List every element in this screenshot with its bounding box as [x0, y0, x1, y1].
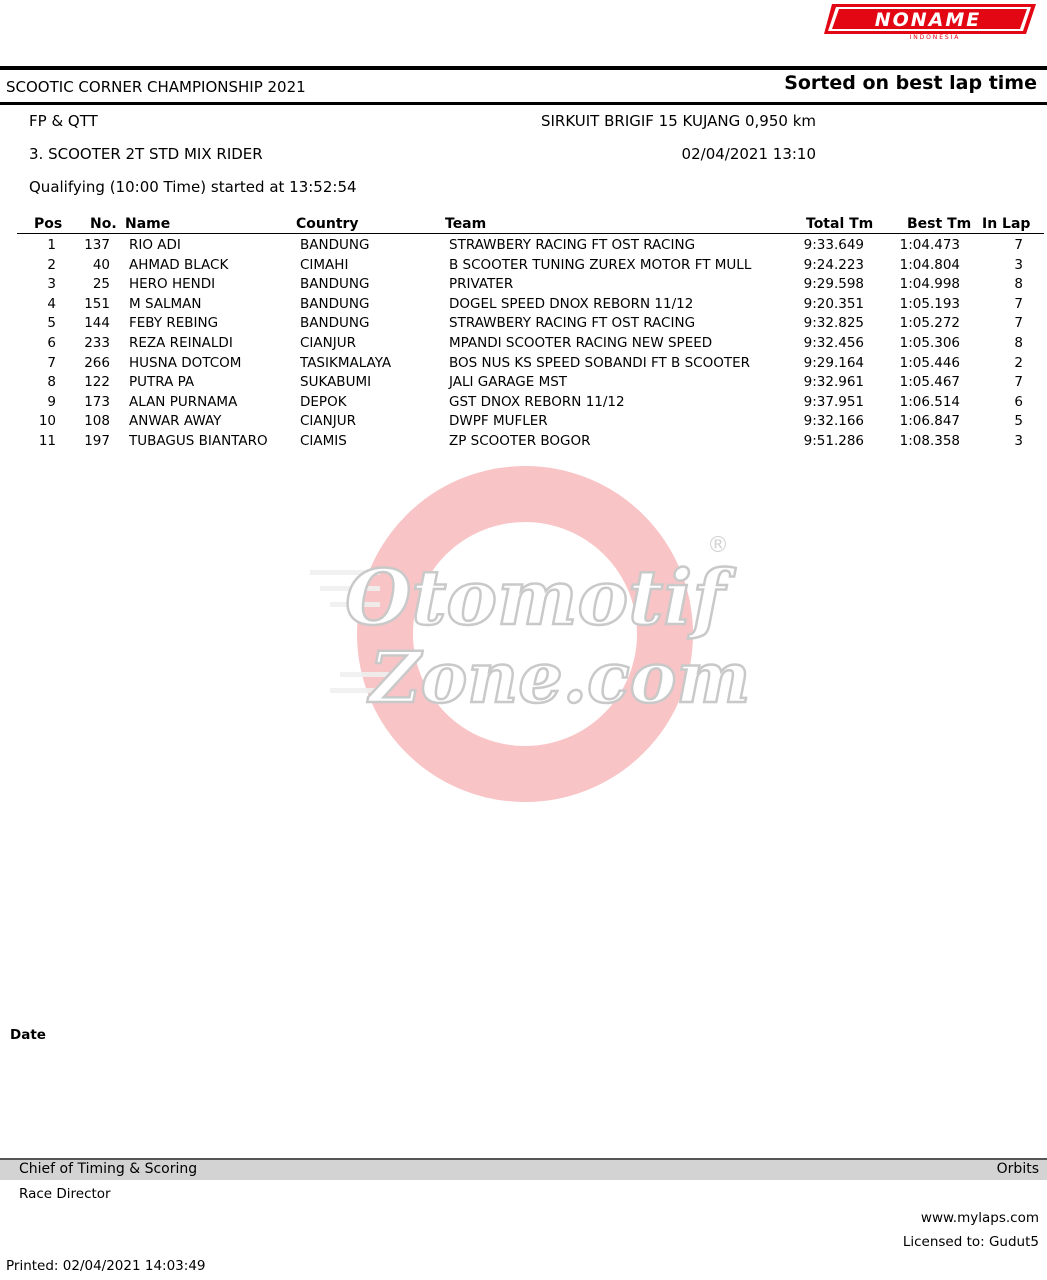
cell-pos: 3	[47, 276, 56, 293]
cell-best: 1:04.804	[899, 256, 960, 273]
table-row	[0, 276, 1047, 296]
cell-country: CIANJUR	[300, 335, 356, 351]
cell-team: BOS NUS KS SPEED SOBANDI FT B SCOOTER	[449, 354, 751, 371]
orbits-label: Orbits	[996, 1161, 1039, 1177]
logo-text: NONAME	[874, 9, 982, 31]
col-header-lap: In Lap	[982, 216, 1031, 232]
table-row	[0, 257, 1047, 277]
cell-team: STRAWBERY RACING FT OST RACING	[449, 315, 696, 332]
cell-best: 1:06.847	[899, 413, 960, 430]
cell-lap: 7	[1014, 374, 1023, 391]
col-header-team: Team	[445, 216, 487, 232]
cell-total: 9:51.286	[803, 433, 864, 449]
cell-lap: 3	[1014, 433, 1023, 449]
header-rule-top	[0, 66, 1047, 70]
cell-name: TUBAGUS BIANTARO	[129, 433, 268, 449]
cell-lap: 5	[1014, 413, 1023, 430]
table-row	[0, 394, 1047, 414]
cell-no: 122	[84, 374, 110, 391]
championship-title: SCOOTIC CORNER CHAMPIONSHIP 2021	[6, 78, 306, 96]
cell-total: 9:37.951	[803, 393, 864, 410]
col-header-name: Name	[125, 216, 171, 232]
cell-name: M SALMAN	[129, 295, 202, 312]
table-row	[0, 374, 1047, 394]
cell-name: AHMAD BLACK	[129, 256, 229, 273]
noname-logo	[822, 2, 1040, 40]
cell-no: 197	[84, 433, 110, 449]
cell-country: DEPOK	[300, 393, 347, 410]
race-director-label: Race Director	[19, 1186, 111, 1202]
cell-pos: 11	[38, 433, 56, 449]
cell-best: 1:05.446	[899, 354, 960, 371]
cell-team: DWPF MUFLER	[449, 413, 548, 430]
cell-lap: 8	[1014, 276, 1023, 293]
cell-name: HERO HENDI	[129, 276, 216, 293]
col-header-best: Best Tm	[907, 216, 972, 232]
cell-country: CIAMIS	[300, 433, 347, 449]
col-header-country: Country	[296, 216, 359, 232]
cell-total: 9:29.598	[803, 276, 864, 293]
cell-no: 108	[84, 413, 110, 430]
cell-country: TASIKMALAYA	[300, 354, 392, 371]
cell-lap: 7	[1014, 237, 1023, 253]
cell-best: 1:05.306	[899, 335, 960, 351]
cell-lap: 8	[1014, 335, 1023, 351]
watermark-line1: Otomotif	[345, 553, 725, 642]
cell-pos: 6	[47, 335, 56, 351]
circuit-label: SIRKUIT BRIGIF 15 KUJANG 0,950 km	[540, 112, 816, 130]
table-row	[0, 355, 1047, 375]
cell-name: HUSNA DOTCOM	[129, 354, 242, 371]
cell-lap: 6	[1014, 393, 1023, 410]
class-label: 3. SCOOTER 2T STD MIX RIDER	[29, 145, 263, 163]
cell-total: 9:32.166	[803, 413, 864, 430]
cell-total: 9:32.825	[803, 315, 864, 332]
cell-total: 9:24.223	[803, 256, 864, 273]
cell-total: 9:29.164	[803, 354, 864, 371]
cell-team: JALI GARAGE MST	[449, 374, 568, 391]
cell-pos: 4	[47, 295, 56, 312]
cell-pos: 7	[47, 354, 56, 371]
cell-best: 1:05.272	[899, 315, 960, 332]
cell-no: 151	[84, 295, 110, 312]
cell-no: 173	[84, 393, 110, 410]
cell-best: 1:08.358	[899, 433, 960, 449]
cell-name: ALAN PURNAMA	[129, 393, 238, 410]
cell-no: 40	[92, 256, 110, 273]
table-row	[0, 315, 1047, 335]
cell-lap: 7	[1014, 295, 1023, 312]
table-row	[0, 296, 1047, 316]
table-row	[0, 433, 1047, 453]
date-label: Date	[10, 1027, 46, 1043]
cell-name: RIO ADI	[129, 237, 181, 253]
cell-team: GST DNOX REBORN 11/12	[449, 393, 625, 410]
table-row	[0, 237, 1047, 257]
cell-no: 144	[84, 315, 110, 332]
cell-no: 266	[84, 354, 110, 371]
qualifying-label: Qualifying (10:00 Time) started at 13:52:54	[29, 178, 357, 196]
cell-country: CIMAHI	[300, 256, 349, 273]
cell-total: 9:20.351	[803, 295, 864, 312]
col-header-no: No.	[90, 216, 117, 232]
cell-lap: 7	[1014, 315, 1023, 332]
otomotifzone-watermark	[300, 462, 750, 822]
registered-mark: ®	[707, 533, 729, 558]
cell-team: PRIVATER	[449, 276, 514, 293]
cell-name: REZA REINALDI	[129, 335, 233, 351]
watermark-line2: Zone.com	[369, 636, 750, 719]
logo-subtext: I N D O N E S I A	[909, 34, 959, 40]
cell-best: 1:04.473	[899, 237, 960, 253]
website-label: www.mylaps.com	[920, 1210, 1039, 1226]
cell-team: DOGEL SPEED DNOX REBORN 11/12	[449, 295, 694, 312]
cell-no: 137	[84, 237, 110, 253]
cell-total: 9:33.649	[803, 237, 864, 253]
datetime-label: 02/04/2021 13:10	[681, 145, 816, 163]
cell-best: 1:05.467	[899, 374, 960, 391]
sort-label: Sorted on best lap time	[784, 72, 1037, 94]
cell-best: 1:06.514	[899, 393, 960, 410]
cell-best: 1:04.998	[899, 276, 960, 293]
cell-country: BANDUNG	[300, 295, 370, 312]
cell-total: 9:32.456	[803, 335, 864, 351]
licensed-label: Licensed to: Gudut5	[902, 1234, 1039, 1250]
cell-no: 25	[92, 276, 110, 293]
cell-name: FEBY REBING	[129, 315, 219, 332]
cell-lap: 3	[1014, 256, 1023, 273]
cell-pos: 5	[47, 315, 56, 332]
table-row	[0, 413, 1047, 433]
cell-country: BANDUNG	[300, 276, 370, 293]
cell-name: ANWAR AWAY	[129, 413, 222, 430]
cell-team: STRAWBERY RACING FT OST RACING	[449, 237, 696, 253]
table-header-rule	[17, 233, 1044, 234]
printed-timestamp: Printed: 02/04/2021 14:03:49	[6, 1258, 206, 1274]
cell-team: MPANDI SCOOTER RACING NEW SPEED	[449, 335, 713, 351]
cell-country: BANDUNG	[300, 237, 370, 253]
cell-no: 233	[84, 335, 110, 351]
cell-pos: 9	[47, 393, 56, 410]
session-label: FP & QTT	[29, 112, 98, 130]
cell-best: 1:05.193	[899, 295, 960, 312]
cell-team: B SCOOTER TUNING ZUREX MOTOR FT MULL	[449, 256, 752, 273]
cell-pos: 2	[47, 256, 56, 273]
table-row	[0, 335, 1047, 355]
cell-country: BANDUNG	[300, 315, 370, 332]
header-rule-bottom	[0, 102, 1047, 105]
col-header-total: Total Tm	[806, 216, 874, 232]
cell-lap: 2	[1014, 354, 1023, 371]
col-header-pos: Pos	[34, 216, 63, 232]
cell-pos: 10	[38, 413, 56, 430]
cell-pos: 8	[47, 374, 56, 391]
cell-name: PUTRA PA	[129, 374, 195, 391]
cell-country: CIANJUR	[300, 413, 356, 430]
chief-timing-label: Chief of Timing & Scoring	[19, 1161, 198, 1177]
cell-total: 9:32.961	[803, 374, 864, 391]
cell-pos: 1	[47, 237, 56, 253]
cell-country: SUKABUMI	[300, 374, 372, 391]
cell-team: ZP SCOOTER BOGOR	[449, 433, 591, 449]
